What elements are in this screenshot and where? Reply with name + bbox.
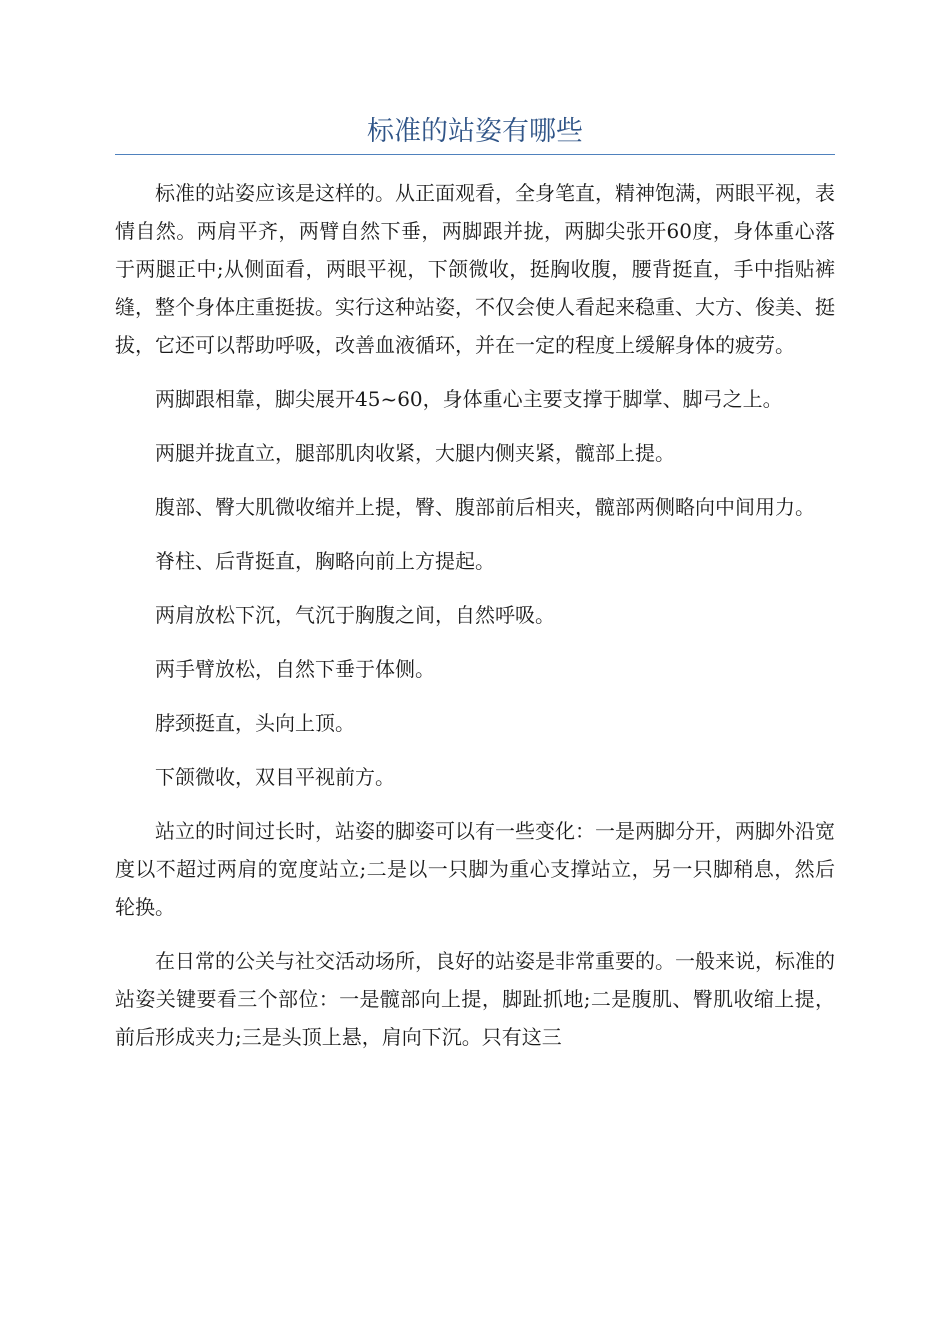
paragraph-8: 脖颈挺直，头向上顶。 [155,711,355,735]
paragraph-11: 在日常的公关与社交活动场所，良好的站姿是非常重要的。一般来说，标准的站姿关键要看三个部位：一是髋部向上提，脚趾抓地;二是腹肌、臀肌收缩上提，前后形成夹力;三是头顶上悬，肩向下沉。只有这三 [115,949,835,1049]
paragraph-9: 下颌微收，双目平视前方。 [155,765,395,789]
paragraph-4: 腹部、臀大肌微收缩并上提，臀、腹部前后相夹，髋部两侧略向中间用力。 [155,495,815,519]
page-title: 标准的站姿有哪些 [367,116,583,147]
paragraph-6: 两肩放松下沉，气沉于胸腹之间，自然呼吸。 [155,603,555,627]
paragraph-1: 标准的站姿应该是这样的。从正面观看，全身笔直，精神饱满，两眼平视，表情自然。两肩平齐，两臂自然下垂，两脚跟并拢，两脚尖张开60度，身体重心落于两腿正中;从侧面看，两眼平视，下颌微收，挺胸收腹，腰背挺直，手中指贴裤缝，整个身体庄重挺拔。实行这种站姿，不仅会使人看起来稳重、大方、俊美、挺拔，它还可以帮助呼吸，改善血液循环，并在一定的程度上缓解身体的疲劳。 [115,181,835,357]
title-underline [115,154,835,155]
paragraph-2: 两脚跟相靠，脚尖展开45~60，身体重心主要支撑于脚掌、脚弓之上。 [155,387,783,411]
paragraph-7: 两手臂放松，自然下垂于体侧。 [155,657,435,681]
document-body [115,174,835,1072]
paragraph-3: 两腿并拢直立，腿部肌肉收紧，大腿内侧夹紧，髋部上提。 [155,441,675,465]
paragraph-5: 脊柱、后背挺直，胸略向前上方提起。 [155,549,495,573]
paragraph-10: 站立的时间过长时，站姿的脚姿可以有一些变化：一是两脚分开，两脚外沿宽度以不超过两肩的宽度站立;二是以一只脚为重心支撑站立，另一只脚稍息，然后轮换。 [115,819,835,919]
